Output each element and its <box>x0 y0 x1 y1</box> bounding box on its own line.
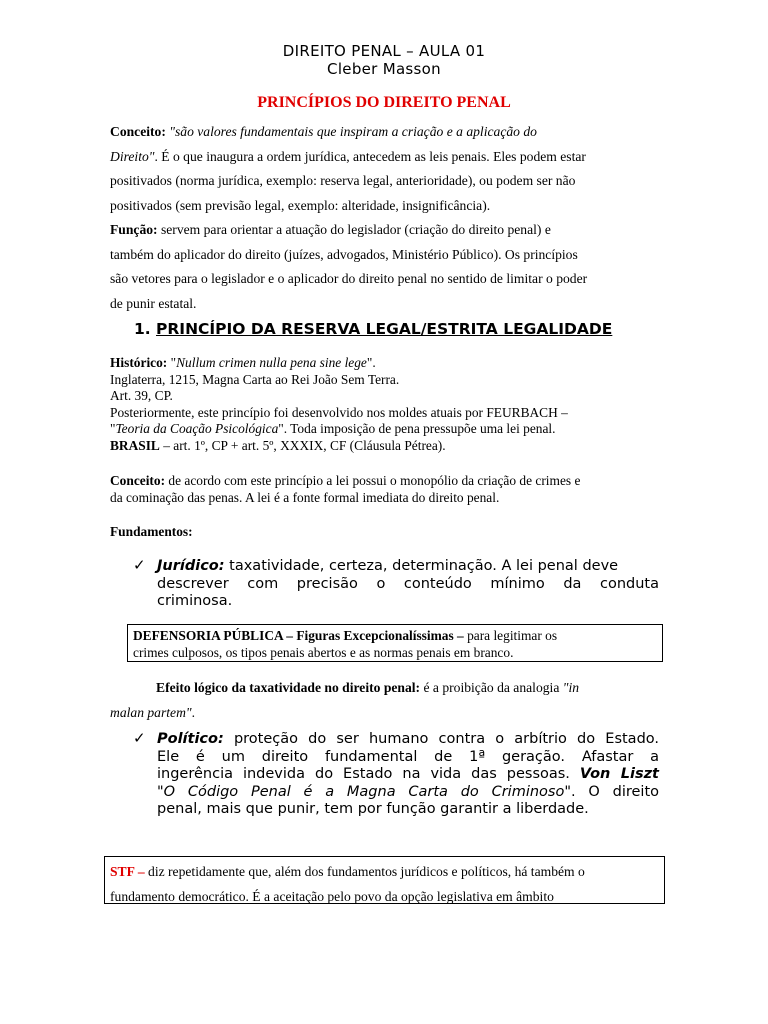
historico-line-4: Posteriormente, este princípio foi desenvolvido nos moldes atuais por FEURBACH – <box>110 404 568 420</box>
conceito2-paragraph <box>110 473 658 506</box>
brasil-text: – art. 1º, CP + art. 5º, XXXIX, CF (Cláusula Pétrea). <box>159 437 446 453</box>
funcao-text-3: são vetores para o legislador e o aplicador do direito penal no sentido de limitar o poder <box>110 271 588 286</box>
funcao-label: Função: <box>110 222 158 237</box>
politico-text-4: . O direito <box>571 783 660 800</box>
conceito-text-3: positivados (norma jurídica, exemplo: reserva legal, anterioridade), ou podem ser não <box>110 173 576 188</box>
conceito-text-4: positivados (sem previsão legal, exemplo: alteridade, insignificância). <box>110 197 491 213</box>
efeito-italic-2: malan partem" <box>110 704 192 720</box>
politico-text-5: penal, mais que punir, tem por função garantir a liberdade. <box>157 801 589 818</box>
politico-text-3: ingerência indevida do Estado na vida das pessoas. <box>157 766 580 783</box>
defensoria-label: DEFENSORIA PÚBLICA – Figuras Excepcionalíssimas – <box>133 628 464 643</box>
historico-theory: Teoria da Coação Psicológica <box>115 421 279 436</box>
efeito-italic-1: "in <box>562 680 580 695</box>
defensoria-box <box>127 624 663 662</box>
politico-text-1: proteção do ser humano contra o arbítrio do Estado. <box>223 731 659 747</box>
juridico-bullet <box>157 558 659 611</box>
politico-label: Político: <box>157 731 224 747</box>
defensoria-text-1: para legitimar os <box>463 628 558 643</box>
conceito2-text-1: de acordo com este princípio a lei possui o monopólio da criação de crimes e <box>165 473 581 488</box>
historico-line-5: ". Toda imposição de pena pressupõe uma lei penal. <box>278 421 556 436</box>
funcao-paragraph <box>110 218 658 316</box>
checkmark-icon: ✓ <box>133 556 146 574</box>
juridico-text-2: descrever com precisão o conteúdo mínimo da conduta <box>157 575 659 592</box>
section-1-title: PRINCÍPIO DA RESERVA LEGAL/ESTRITA LEGALIDADE <box>156 320 613 338</box>
conceito-quote: "são valores fundamentais que inspiram a criação e a aplicação do <box>165 124 537 139</box>
funcao-text-2: também do aplicador do direito (juízes, advogados, Ministério Público). Os princípios <box>110 246 578 262</box>
funcao-text-4: de punir estatal. <box>110 295 197 311</box>
historico-label: Histórico: <box>110 355 168 370</box>
funcao-text-1: servem para orientar a atuação do legislador (criação do direito penal) e <box>157 222 551 237</box>
fundamentos-label: Fundamentos: <box>110 524 193 539</box>
historico-line-5-open: " <box>110 421 116 436</box>
juridico-label: Jurídico: <box>157 558 225 574</box>
historico-line-2: Inglaterra, 1215, Magna Carta ao Rei João Sem Terra. <box>110 371 400 387</box>
historico-quote-open: " <box>167 355 177 370</box>
historico-quote: Nullum crimen nulla pena sine lege <box>176 355 367 370</box>
historico-quote-close: ". <box>366 355 376 370</box>
section-1-number: 1. <box>134 320 151 338</box>
section-1-heading <box>134 320 612 338</box>
conceito-label: Conceito: <box>110 124 166 139</box>
efeito-end: . <box>191 704 196 720</box>
historico-line-3: Art. 39, CP. <box>110 388 173 403</box>
conceito2-label: Conceito: <box>110 473 166 488</box>
conceito2-text-2: da cominação das penas. A lei é a fonte formal imediata do direito penal. <box>110 489 500 505</box>
politico-text-2: Ele é um direito fundamental de 1ª geração. Afastar a <box>157 748 659 765</box>
conceito-quote-end: Direito" <box>110 148 155 164</box>
efeito-label: Efeito lógico da taxatividade no direito penal: <box>156 680 421 695</box>
efeito-text: é a proibição da analogia <box>420 680 563 695</box>
conceito-paragraph <box>110 120 658 218</box>
stf-text-2: fundamento democrático. É a aceitação pelo povo da opção legislativa em âmbito <box>110 888 554 904</box>
conceito-text-2: . É o que inaugura a ordem jurídica, antecedem as leis penais. Eles podem estar <box>154 148 586 164</box>
juridico-text-1: taxatividade, certeza, determinação. A lei penal deve <box>224 558 619 574</box>
main-title: PRINCÍPIOS DO DIREITO PENAL <box>257 94 511 111</box>
von-liszt: Von Liszt <box>579 766 659 783</box>
juridico-text-3: criminosa. <box>157 593 233 609</box>
efeito-paragraph <box>110 676 658 725</box>
defensoria-text-2: crimes culposos, os tipos penais abertos e as normas penais em branco. <box>133 644 514 660</box>
brasil-label: BRASIL <box>110 437 160 453</box>
politico-bullet <box>157 731 659 819</box>
stf-text-1: diz repetidamente que, além dos fundamentos jurídicos e políticos, há também o <box>144 864 585 879</box>
checkmark-icon: ✓ <box>133 729 146 747</box>
stf-label: STF – <box>110 864 145 879</box>
stf-box <box>104 856 665 904</box>
document-header-author: Cleber Masson <box>327 60 441 78</box>
document-header-title: DIREITO PENAL – AULA 01 <box>282 42 486 60</box>
politico-quote: "O Código Penal é a Magna Carta do Criminoso" <box>157 783 572 800</box>
historico-block <box>110 355 658 454</box>
